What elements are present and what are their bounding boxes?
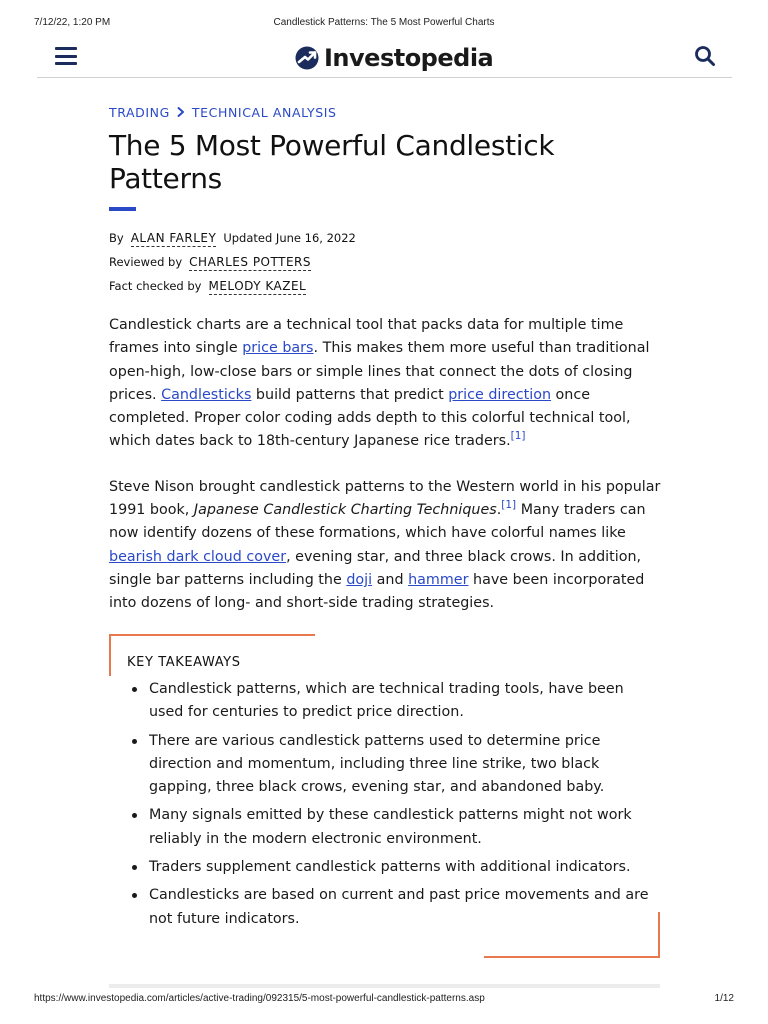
link-candlesticks[interactable]: Candlesticks: [161, 386, 252, 403]
list-item: Candlesticks are based on current and past price movements and are not future indicators.: [149, 884, 649, 931]
p2-text-2: .: [496, 502, 502, 519]
print-page-number: 1/12: [714, 993, 734, 1004]
print-url: https://www.investopedia.com/articles/active-trading/092315/5-most-powerful-candlestick-patterns.asp: [34, 993, 485, 1004]
page-title: The 5 Most Powerful Candlestick Patterns: [109, 129, 555, 195]
p1-text-1: Candlestick charts are a technical tool that packs data for multiple time frames into single: [109, 317, 624, 357]
p2-text-3: Many traders can now identify dozens of these formations, which have colorful names like: [109, 502, 646, 542]
takeaways-heading: KEY TAKEAWAYS: [127, 655, 241, 670]
article: [109, 104, 661, 616]
p2-text-1: Steve Nison brought candlestick patterns to the Western world in his popular 1991 book,: [109, 478, 661, 519]
search-icon[interactable]: [694, 45, 716, 67]
book-title: Japanese Candlestick Charting Techniques: [193, 502, 497, 519]
site-header: [37, 38, 732, 78]
list-item: Candlestick patterns, which are technical trading tools, have been used for centuries to predict price direction.: [149, 678, 649, 725]
factchecker-link[interactable]: MELODY KAZEL: [208, 279, 307, 293]
intro-paragraph: [109, 314, 661, 454]
history-paragraph: [109, 476, 661, 616]
link-bearish-dark-cloud-cover[interactable]: bearish dark cloud cover: [109, 548, 287, 565]
breadcrumb: [109, 104, 661, 120]
list-item: There are various candlestick patterns used to determine price direction and momentum, including three line strike, two black gapping, three black crows, evening star, and abandoned baby.: [149, 730, 649, 800]
takeaways-border-top: [109, 634, 315, 636]
logo-text: Investopedia: [324, 44, 494, 72]
by-label: By: [109, 231, 124, 245]
hamburger-icon[interactable]: [55, 47, 77, 65]
takeaways-border-right: [658, 912, 660, 958]
site-logo[interactable]: [295, 43, 493, 73]
list-item: Many signals emitted by these candlestick patterns might not work reliably in the modern electronic environment.: [149, 804, 649, 851]
link-price-bars[interactable]: price bars: [242, 340, 314, 357]
p1-text-4: once completed. Proper color coding adds depth to this colorful technical tool, which dates back to 18th-century Japanese rice traders.: [109, 386, 631, 450]
print-footer: [34, 993, 734, 1007]
takeaways-list: [149, 678, 649, 936]
reviewer-row: [109, 250, 661, 274]
p2-text-6: have been incorporated into dozens of long- and short-side trading strategies.: [109, 571, 645, 612]
investopedia-logo-icon: [295, 46, 319, 70]
link-hammer[interactable]: hammer: [408, 571, 469, 588]
author-row: [109, 226, 661, 250]
print-datetime: 7/12/22, 1:20 PM: [34, 17, 111, 28]
p1-text-3: build patterns that predict: [251, 386, 449, 403]
p1-text-2: . This makes them more useful than traditional open-high, low-close bars or simple lines that connect the dots of closing prices.: [109, 340, 650, 403]
print-header: [34, 17, 734, 31]
chevron-right-icon: [174, 106, 188, 118]
content-divider: [109, 984, 660, 988]
citation-ref[interactable]: [1]: [501, 499, 517, 512]
factcheck-row: [109, 274, 661, 298]
list-item: Traders supplement candlestick patterns with additional indicators.: [149, 856, 649, 879]
byline: [109, 226, 661, 298]
reviewer-link[interactable]: CHARLES POTTERS: [189, 255, 311, 269]
p2-text-5: and: [372, 571, 409, 588]
takeaways-border-left: [109, 634, 111, 676]
breadcrumb-technical-analysis[interactable]: TECHNICAL ANALYSIS: [191, 104, 337, 120]
takeaways-border-bottom: [484, 956, 660, 958]
reviewed-label: Reviewed by: [109, 255, 183, 269]
citation-ref[interactable]: [1]: [510, 430, 526, 443]
print-doc-title: Candlestick Patterns: The 5 Most Powerful Charts: [273, 17, 495, 28]
link-doji[interactable]: doji: [346, 571, 373, 588]
title-underline: [109, 207, 136, 211]
author-link[interactable]: ALAN FARLEY: [130, 231, 217, 245]
link-price-direction[interactable]: price direction: [448, 386, 552, 403]
breadcrumb-trading[interactable]: TRADING: [109, 104, 170, 120]
key-takeaways-box: [109, 634, 660, 958]
factcheck-label: Fact checked by: [109, 279, 202, 293]
updated-date: Updated June 16, 2022: [223, 231, 356, 245]
p2-text-4: , evening star, and three black crows. In addition, single bar patterns including the: [109, 548, 642, 588]
